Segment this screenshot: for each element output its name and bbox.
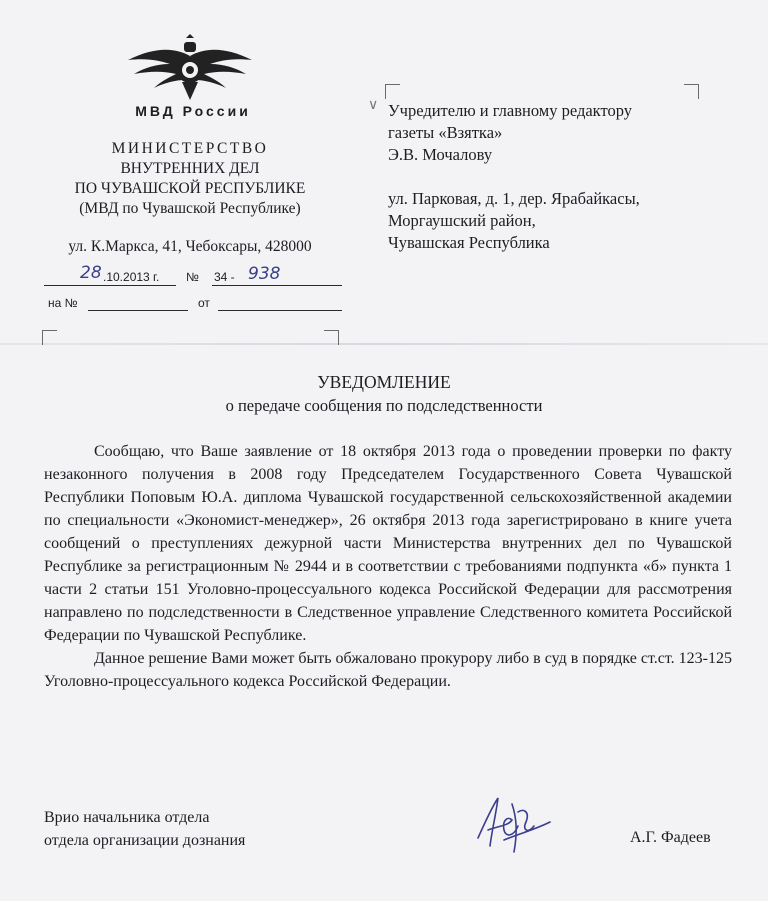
body-paragraph: Сообщаю, что Ваше заявление от 18 октября 2013 года о проведении проверки по факту незаконного получения в 2008 году Председателем Государственного Совета Чувашской Республики Поповым Ю.А. диплома Чувашской государственной сельскохозяйственной академии по специальности «Экономист-менеджер», 26 октября 2013 года зарегистрировано в книге учета сообщений о преступлениях дежурной части Министерства внутренних дел по Чувашской Республике за регистрационным № 2944 и в соответствии с требованиями подпункта «б» пункта 1 части 2 статьи 151 Уголовно-процессуального кодекса Российской Федерации для рассмотрения направлено по подследственности в Следственное управление Следственного комитета Российской Федерации по Чувашской Республике. (44, 443, 732, 644)
eagle-emblem-icon (126, 34, 254, 104)
org-short-name: МВД России (135, 103, 251, 119)
signatory-title-line: Врио начальника отдела (44, 809, 210, 826)
signatory-title-line: отдела организации дознания (44, 832, 246, 849)
document-title: УВЕДОМЛЕНИЕ (317, 372, 451, 392)
org-line: МИНИСТЕРСТВО (111, 140, 269, 157)
signatory-title (44, 806, 245, 852)
corner-mark (324, 330, 339, 345)
document-subtitle: о передаче сообщения по подследственности (225, 396, 543, 415)
ref-label: на № (48, 296, 78, 310)
recipient-address-line: ул. Парковая, д. 1, дер. Ярабайкасы, (388, 189, 640, 208)
signatory-name: А.Г. Фадеев (630, 829, 711, 846)
recipient-address-line: Чувашская Республика (388, 233, 550, 252)
corner-mark (385, 84, 400, 99)
number-underline (212, 285, 342, 286)
recipient-line: газеты «Взятка» (388, 123, 503, 142)
corner-mark (42, 330, 57, 345)
body-paragraph: Данное решение Вами может быть обжаловано прокурору либо в суд в порядке ст.ст. 123-125 Уголовно-процессуального кодекса Российской Федерации. (44, 650, 732, 690)
org-line: (МВД по Чувашской Республике) (79, 200, 301, 217)
corner-mark (684, 84, 699, 99)
handwritten-day: 28 (80, 263, 102, 283)
recipient-block (388, 100, 640, 254)
date-underline (44, 285, 176, 286)
date-suffix: .10.2013 г. (103, 270, 160, 284)
ref-underline (88, 310, 188, 311)
paper-fold (0, 343, 768, 345)
org-full-name (40, 139, 340, 219)
handwritten-number: 938 (248, 264, 281, 284)
recipient-line: Э.В. Мочалову (388, 145, 493, 164)
checkmark-icon: ∨ (368, 97, 379, 113)
org-line: ВНУТРЕННИХ ДЕЛ (120, 160, 260, 177)
org-address: ул. К.Маркса, 41, Чебоксары, 428000 (68, 238, 312, 255)
from-underline (218, 310, 342, 311)
handwritten-signature (468, 790, 558, 860)
recipient-line: Учредителю и главному редактору (388, 101, 632, 120)
from-label: от (198, 296, 210, 310)
number-label: № (186, 270, 199, 284)
number-prefix: 34 - (214, 270, 235, 284)
recipient-address-line: Моргаушский район, (388, 211, 536, 230)
org-line: ПО ЧУВАШСКОЙ РЕСПУБЛИКЕ (74, 180, 306, 197)
document-body (44, 440, 732, 693)
